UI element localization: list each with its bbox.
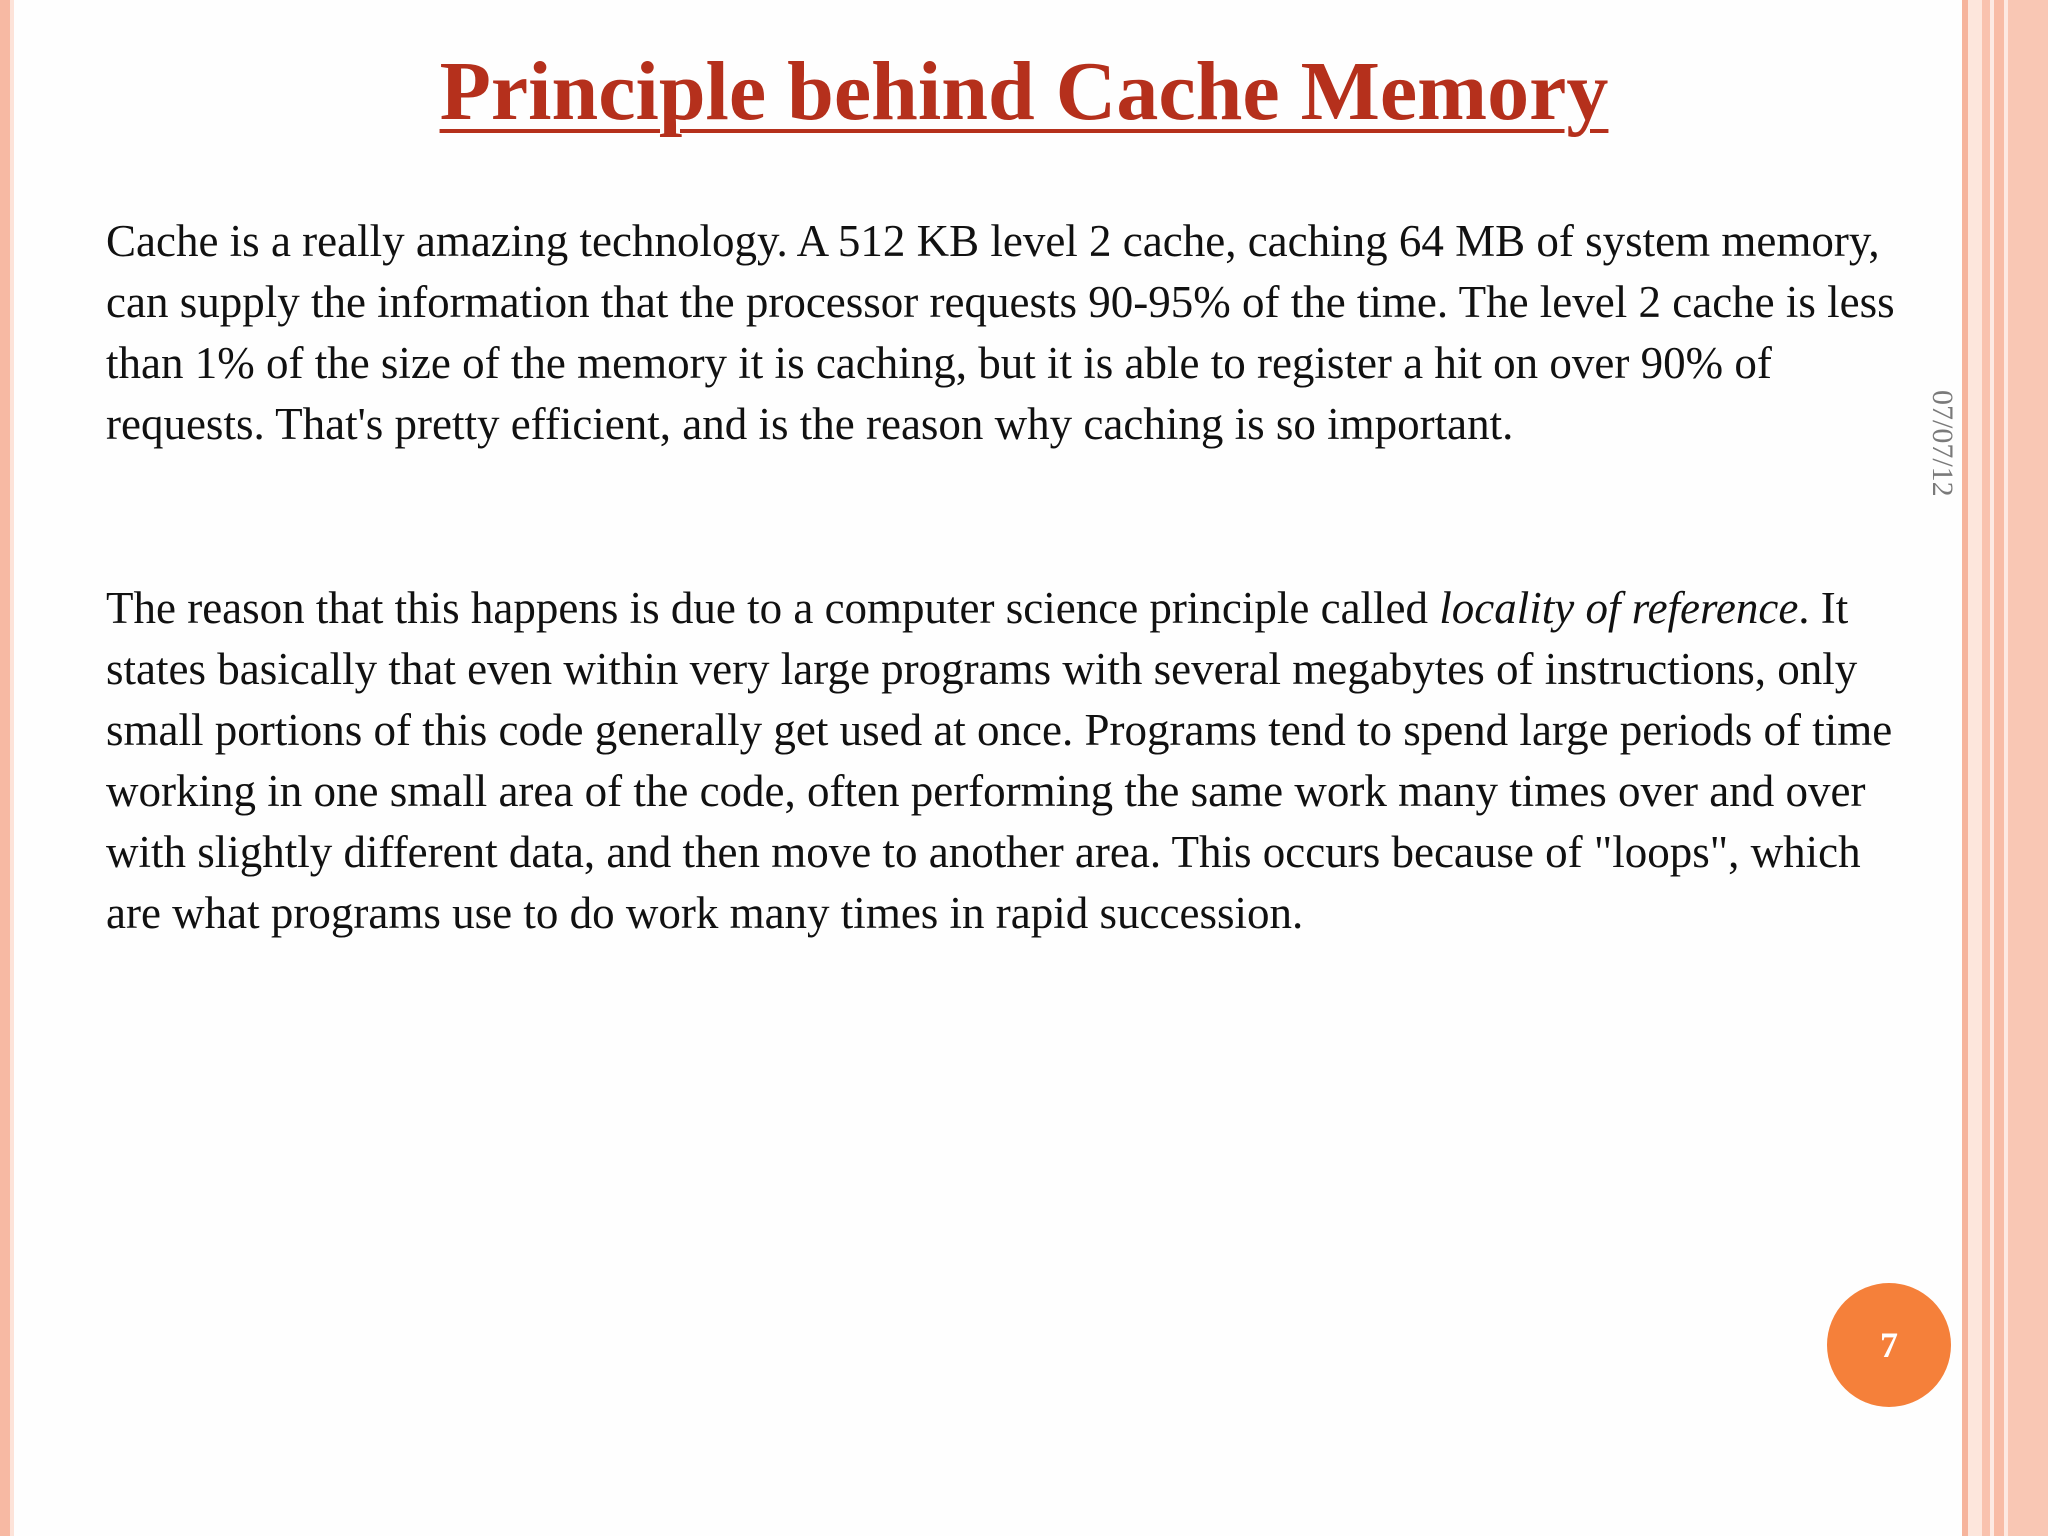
paragraph-rest: . It states basically that even within very large programs with several megabytes of instructions, only small portions of this code generally get used at once. Programs tend to spend large periods of time working in one small area of the code, often performing the same work many times over and over with slightly different data, and then move to another area. This occurs because of "loops", which are what programs use to do work many times in rapid succession. xyxy=(106,583,1893,938)
left-border-stripe xyxy=(0,0,10,1536)
page-number-badge: 7 xyxy=(1827,1283,1951,1407)
term-locality-of-reference: locality of reference xyxy=(1439,583,1799,633)
paragraph-cache-efficiency: Cache is a really amazing technology. A 512 KB level 2 cache, caching 64 MB of system memory, can supply the information that the processor requests 90-95% of the time. The level 2 cache is less than 1% of the size of the memory it is caching, but it is able to register a hit on over 90% of requests. That's pretty efficient, and is the reason why caching is so important. xyxy=(106,216,1895,449)
paragraph-lead: The reason that this happens is due to a computer science principle called xyxy=(106,583,1440,633)
right-border-stripe xyxy=(1994,0,2004,1536)
right-border-stripe xyxy=(1968,0,1982,1536)
left-border-stripe-inner xyxy=(10,0,14,1536)
slide-title: Principle behind Cache Memory xyxy=(439,45,1609,138)
slide-date: 07/07/12 xyxy=(1926,390,1959,497)
right-border-stripe xyxy=(1982,0,1990,1536)
paragraph-locality-of-reference xyxy=(106,578,1896,944)
right-border-stripe xyxy=(2008,0,2048,1536)
